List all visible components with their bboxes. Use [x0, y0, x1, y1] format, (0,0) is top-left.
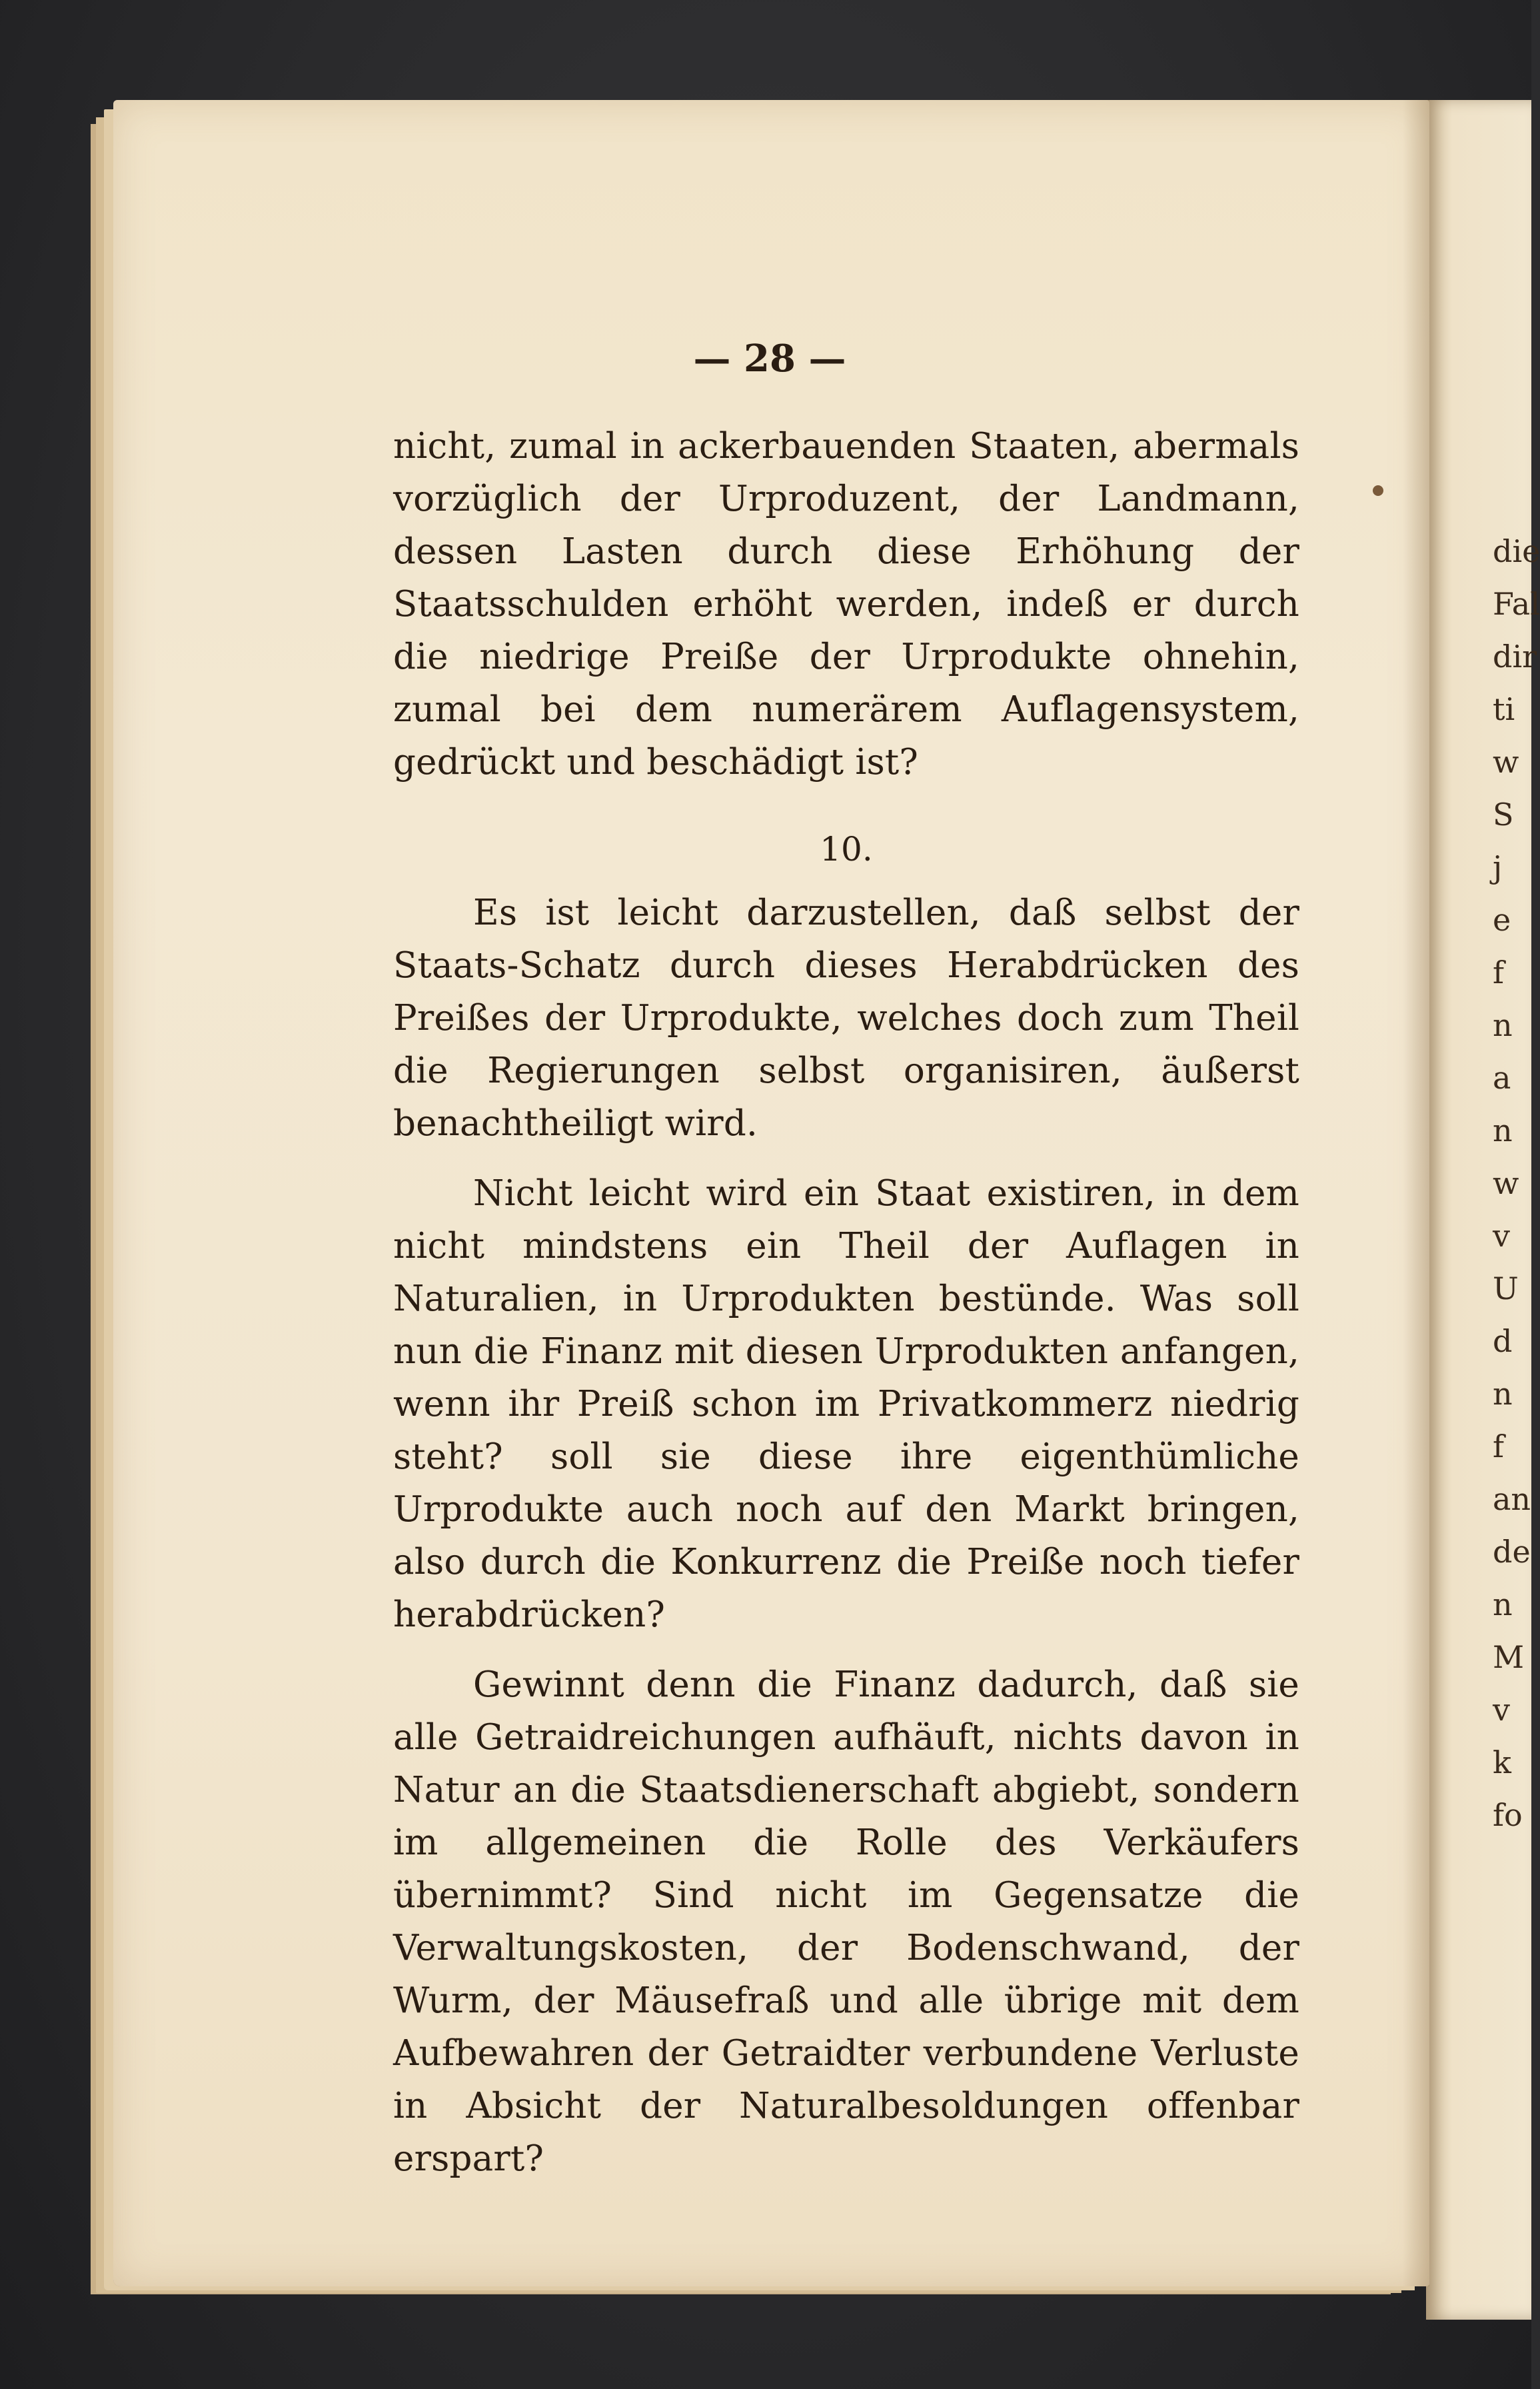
- next-page-fragment: w: [1493, 744, 1519, 780]
- next-page-fragment: U: [1493, 1270, 1519, 1306]
- next-page-edge: [1426, 100, 1540, 2320]
- next-page-fragment: j: [1493, 849, 1503, 885]
- next-page-fragment: die: [1493, 533, 1540, 569]
- paragraph-1: nicht, zumal in ackerbauenden Staaten, abermals vorzüglich der Urproduzent, der Landmann, dessen Lasten durch diese Erhöhung der Staatsschulden erhöht werden, indeß er durch die niedrige Preiße der Urprodukte ohnehin, zumal bei dem numerärem Auflagensystem, gedrückt und beschädigt ist?: [393, 426, 1299, 783]
- paragraph-3: Nicht leicht wird ein Staat existiren, in dem nicht mindstens ein Theil der Auflagen in Naturalien, in Urprodukten bestünde. Was soll nun die Finanz mit diesen Urprodukten anfangen, wenn ihr Preiß schon im Privatkommerz niedrig steht? soll sie diese ihre eigenthümliche Urprodukte auch noch auf den Markt bringen, also durch die Konkurrenz die Preiße noch tiefer herabdrücken?: [393, 1173, 1299, 1635]
- paragraph-2: Es ist leicht darzustellen, daß selbst der Staats-Schatz durch dieses Herabdrücken des Preißes der Urprodukte, welches doch zum Theil die Regierungen selbst organisiren, äußerst benachtheiligt wird.: [393, 893, 1299, 1144]
- next-page-fragment: n: [1493, 1586, 1513, 1622]
- next-page-fragment: f: [1493, 1428, 1505, 1464]
- next-page-fragment: f: [1493, 955, 1505, 991]
- next-page-fragment: k: [1493, 1744, 1511, 1780]
- next-page-fragment: an: [1493, 1481, 1531, 1517]
- section-number: 10.: [820, 830, 873, 869]
- next-page-fragment: n: [1493, 1007, 1513, 1043]
- next-page-fragment: e: [1493, 902, 1511, 938]
- next-page-fragment: de: [1493, 1534, 1531, 1570]
- next-page-fragment: fo: [1493, 1797, 1523, 1833]
- next-page-fragment: ti: [1493, 691, 1515, 727]
- next-page-fragment: v: [1493, 1692, 1510, 1728]
- next-page-fragment: w: [1493, 1165, 1519, 1201]
- next-page-fragment: M: [1493, 1639, 1525, 1675]
- body-text: [393, 420, 1299, 2185]
- next-page-fragment: d: [1493, 1323, 1513, 1359]
- next-page-fragment: n: [1493, 1376, 1513, 1412]
- next-page-fragment: dir: [1493, 639, 1537, 675]
- paper-speck: [1373, 485, 1383, 496]
- next-page-fragment: S: [1493, 797, 1514, 833]
- next-page-fragment: v: [1493, 1218, 1510, 1254]
- next-page-fragment: Fal: [1493, 586, 1540, 622]
- paragraph-4: Gewinnt denn die Finanz dadurch, daß sie alle Getraidreichungen aufhäuft, nichts davon in Natur an die Staatsdienerschaft abgiebt, sondern im allgemeinen die Rolle des Verkäufers übernimmt? Sind nicht im Gegensatze die Verwaltungskosten, der Bodenschwand, der Wurm, der Mäusefraß und alle übrige mit dem Aufbewahren der Getraidter verbundene Verluste in Absicht der Naturalbesoldungen offenbar erspart?: [393, 1664, 1299, 2179]
- next-page-fragment: a: [1493, 1060, 1511, 1096]
- page-number: — 28 —: [693, 337, 846, 381]
- next-page-fragment: n: [1493, 1113, 1513, 1149]
